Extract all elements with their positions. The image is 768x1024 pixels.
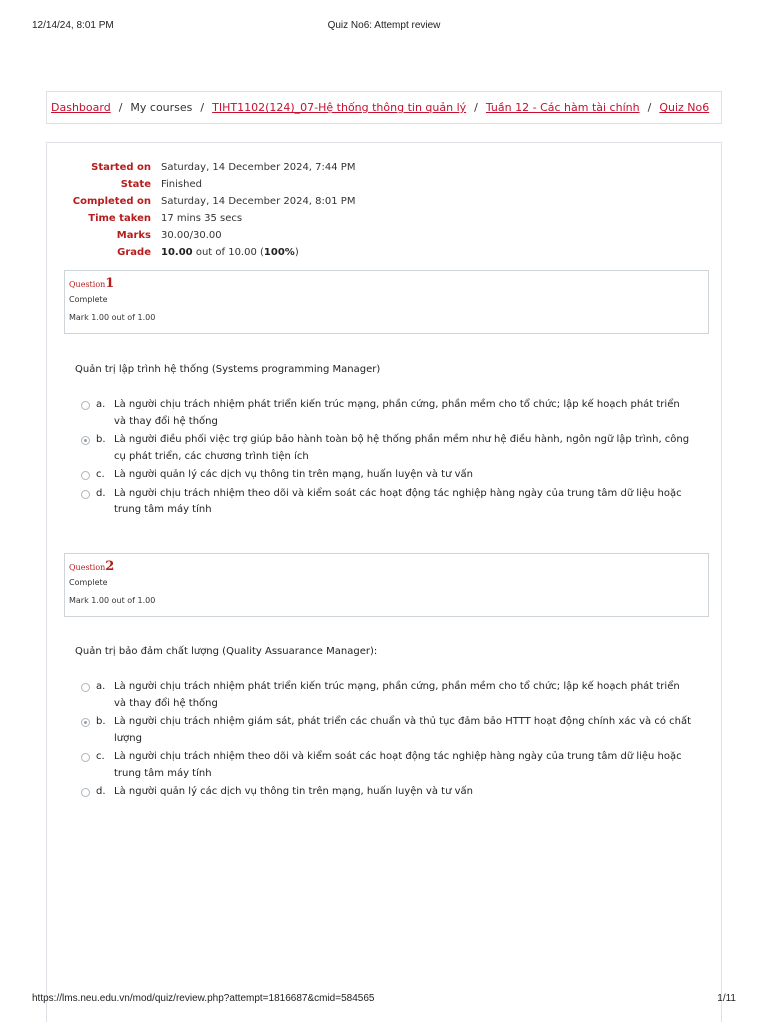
answer-text: Là người quản lý các dịch vụ thông tin trên mạng, huấn luyện và tư vấn — [114, 786, 473, 797]
completed-on-value: Saturday, 14 December 2024, 8:01 PM — [161, 196, 356, 207]
print-title: Quiz No6: Attempt review — [327, 20, 441, 31]
summary-row-time-taken — [47, 210, 447, 227]
question-2-grade: Mark 1.00 out of 1.00 — [69, 596, 156, 605]
radio-icon[interactable] — [81, 490, 90, 499]
answer-text: Là người chịu trách nhiệm theo dõi và kiểm soát các hoạt động tác nghiệp hàng ngày của trung tâm dữ liệu hoặc trung tâm máy tính — [114, 487, 682, 515]
radio-icon[interactable] — [81, 753, 90, 762]
breadcrumb-dashboard-link[interactable]: Dashboard — [51, 101, 111, 114]
radio-icon[interactable] — [81, 788, 90, 797]
answer-letter: a. — [96, 681, 106, 692]
answer-text: Là người điều phối việc trợ giúp bảo hành toàn bộ hệ thống phần mềm như hệ điều hành, ngôn ngữ lập trình, công cụ phát triển, các chương trình tiện ích — [114, 434, 690, 462]
breadcrumb — [46, 91, 722, 124]
radio-icon[interactable] — [81, 401, 90, 410]
completed-on-label: Completed on — [72, 196, 151, 207]
answer-text: Là người chịu trách nhiệm phát triển kiến trúc mạng, phần cứng, phần mềm cho tổ chức; lập kế hoạch phát triển và thay đổi hệ thống — [114, 681, 680, 709]
summary-row-marks — [47, 227, 447, 244]
answer-text: Là người quản lý các dịch vụ thông tin trên mạng, huấn luyện và tư vấn — [114, 469, 473, 480]
question-2-text: Quản trị bảo đảm chất lượng (Quality Assuarance Manager): — [75, 646, 378, 657]
summary-row-grade — [47, 244, 447, 261]
answer-letter: c. — [96, 469, 105, 480]
breadcrumb-quiz-link[interactable]: Quiz No6 — [659, 101, 710, 114]
print-page-number: 1/11 — [717, 993, 736, 1004]
marks-value: 30.00/30.00 — [161, 230, 222, 241]
question-1-answers — [81, 397, 691, 521]
radio-icon[interactable] — [81, 683, 90, 692]
time-taken-value: 17 mins 35 secs — [161, 213, 243, 224]
quiz-review-region — [46, 142, 722, 1022]
print-url: https://lms.neu.edu.vn/mod/quiz/review.php?attempt=1816687&cmid=584565 — [32, 993, 375, 1004]
grade-value-text — [161, 247, 299, 258]
question-2-number — [69, 560, 704, 575]
breadcrumb-separator: / — [118, 101, 123, 114]
state-label: State — [120, 179, 151, 190]
question-1-info — [64, 270, 709, 334]
question-2-answers — [81, 679, 691, 803]
breadcrumb-separator: / — [474, 101, 478, 114]
started-on-label: Started on — [91, 162, 151, 173]
answer-option[interactable] — [81, 397, 691, 430]
marks-label: Marks — [116, 230, 151, 241]
radio-icon[interactable] — [81, 471, 90, 480]
answer-option[interactable] — [81, 467, 691, 484]
answer-text: Là người chịu trách nhiệm phát triển kiến trúc mạng, phần cứng, phần mềm cho tổ chức; lập kế hoạch phát triển và thay đổi hệ thống — [114, 399, 680, 427]
question-1-text: Quản trị lập trình hệ thống (Systems programming Manager) — [75, 364, 381, 375]
answer-letter: c. — [96, 751, 105, 762]
radio-selected-icon[interactable] — [81, 436, 90, 445]
state-value: Finished — [161, 179, 202, 190]
question-number: 2 — [105, 559, 115, 574]
grade-label: Grade — [117, 247, 151, 258]
answer-letter: a. — [96, 399, 106, 410]
question-1-grade: Mark 1.00 out of 1.00 — [69, 313, 156, 322]
answer-option[interactable] — [81, 714, 691, 747]
started-on-value: Saturday, 14 December 2024, 7:44 PM — [161, 162, 356, 173]
answer-option[interactable] — [81, 749, 691, 782]
answer-option[interactable] — [81, 784, 691, 801]
question-1-state: Complete — [69, 295, 108, 304]
question-1-number — [69, 277, 704, 292]
question-label: Question — [69, 280, 106, 289]
answer-letter: d. — [96, 487, 106, 499]
answer-letter: b. — [96, 434, 106, 445]
question-number: 1 — [105, 276, 115, 291]
question-2-info — [64, 553, 709, 617]
attempt-summary-table — [47, 159, 447, 261]
breadcrumb-course-link[interactable]: TIHT1102(124)_07-Hệ thống thông tin quản lý — [212, 101, 467, 114]
grade-percent: 100% — [263, 247, 295, 258]
breadcrumb-separator: / — [200, 101, 205, 114]
breadcrumb-section-link[interactable]: Tuần 12 - Các hàm tài chính — [485, 101, 640, 114]
summary-row-state — [47, 176, 447, 193]
grade-out-of: out of 10.00 ( — [195, 247, 264, 258]
breadcrumb-my-courses: My courses — [130, 101, 193, 114]
breadcrumb-separator: / — [647, 101, 652, 114]
question-2-state: Complete — [69, 578, 108, 587]
answer-option[interactable] — [81, 486, 691, 519]
answer-letter: d. — [96, 786, 106, 797]
grade-close: ) — [294, 247, 299, 258]
question-label: Question — [69, 563, 106, 572]
print-datetime: 12/14/24, 8:01 PM — [32, 20, 114, 31]
print-footer — [32, 993, 736, 1007]
time-taken-label: Time taken — [88, 213, 151, 224]
answer-option[interactable] — [81, 432, 691, 465]
summary-row-started-on — [47, 159, 447, 176]
summary-row-completed-on — [47, 193, 447, 210]
print-header — [32, 20, 736, 34]
answer-option[interactable] — [81, 679, 691, 712]
answer-text: Là người chịu trách nhiệm giám sát, phát triển các chuẩn và thủ tục đảm bảo HTTT hoạt động chính xác và có chất lượng — [114, 716, 691, 744]
answer-letter: b. — [96, 716, 106, 727]
answer-text: Là người chịu trách nhiệm theo dõi và kiểm soát các hoạt động tác nghiệp hàng ngày của trung tâm dữ liệu hoặc trung tâm máy tính — [114, 751, 682, 779]
radio-selected-icon[interactable] — [81, 718, 90, 727]
grade-value: 10.00 — [161, 247, 193, 258]
